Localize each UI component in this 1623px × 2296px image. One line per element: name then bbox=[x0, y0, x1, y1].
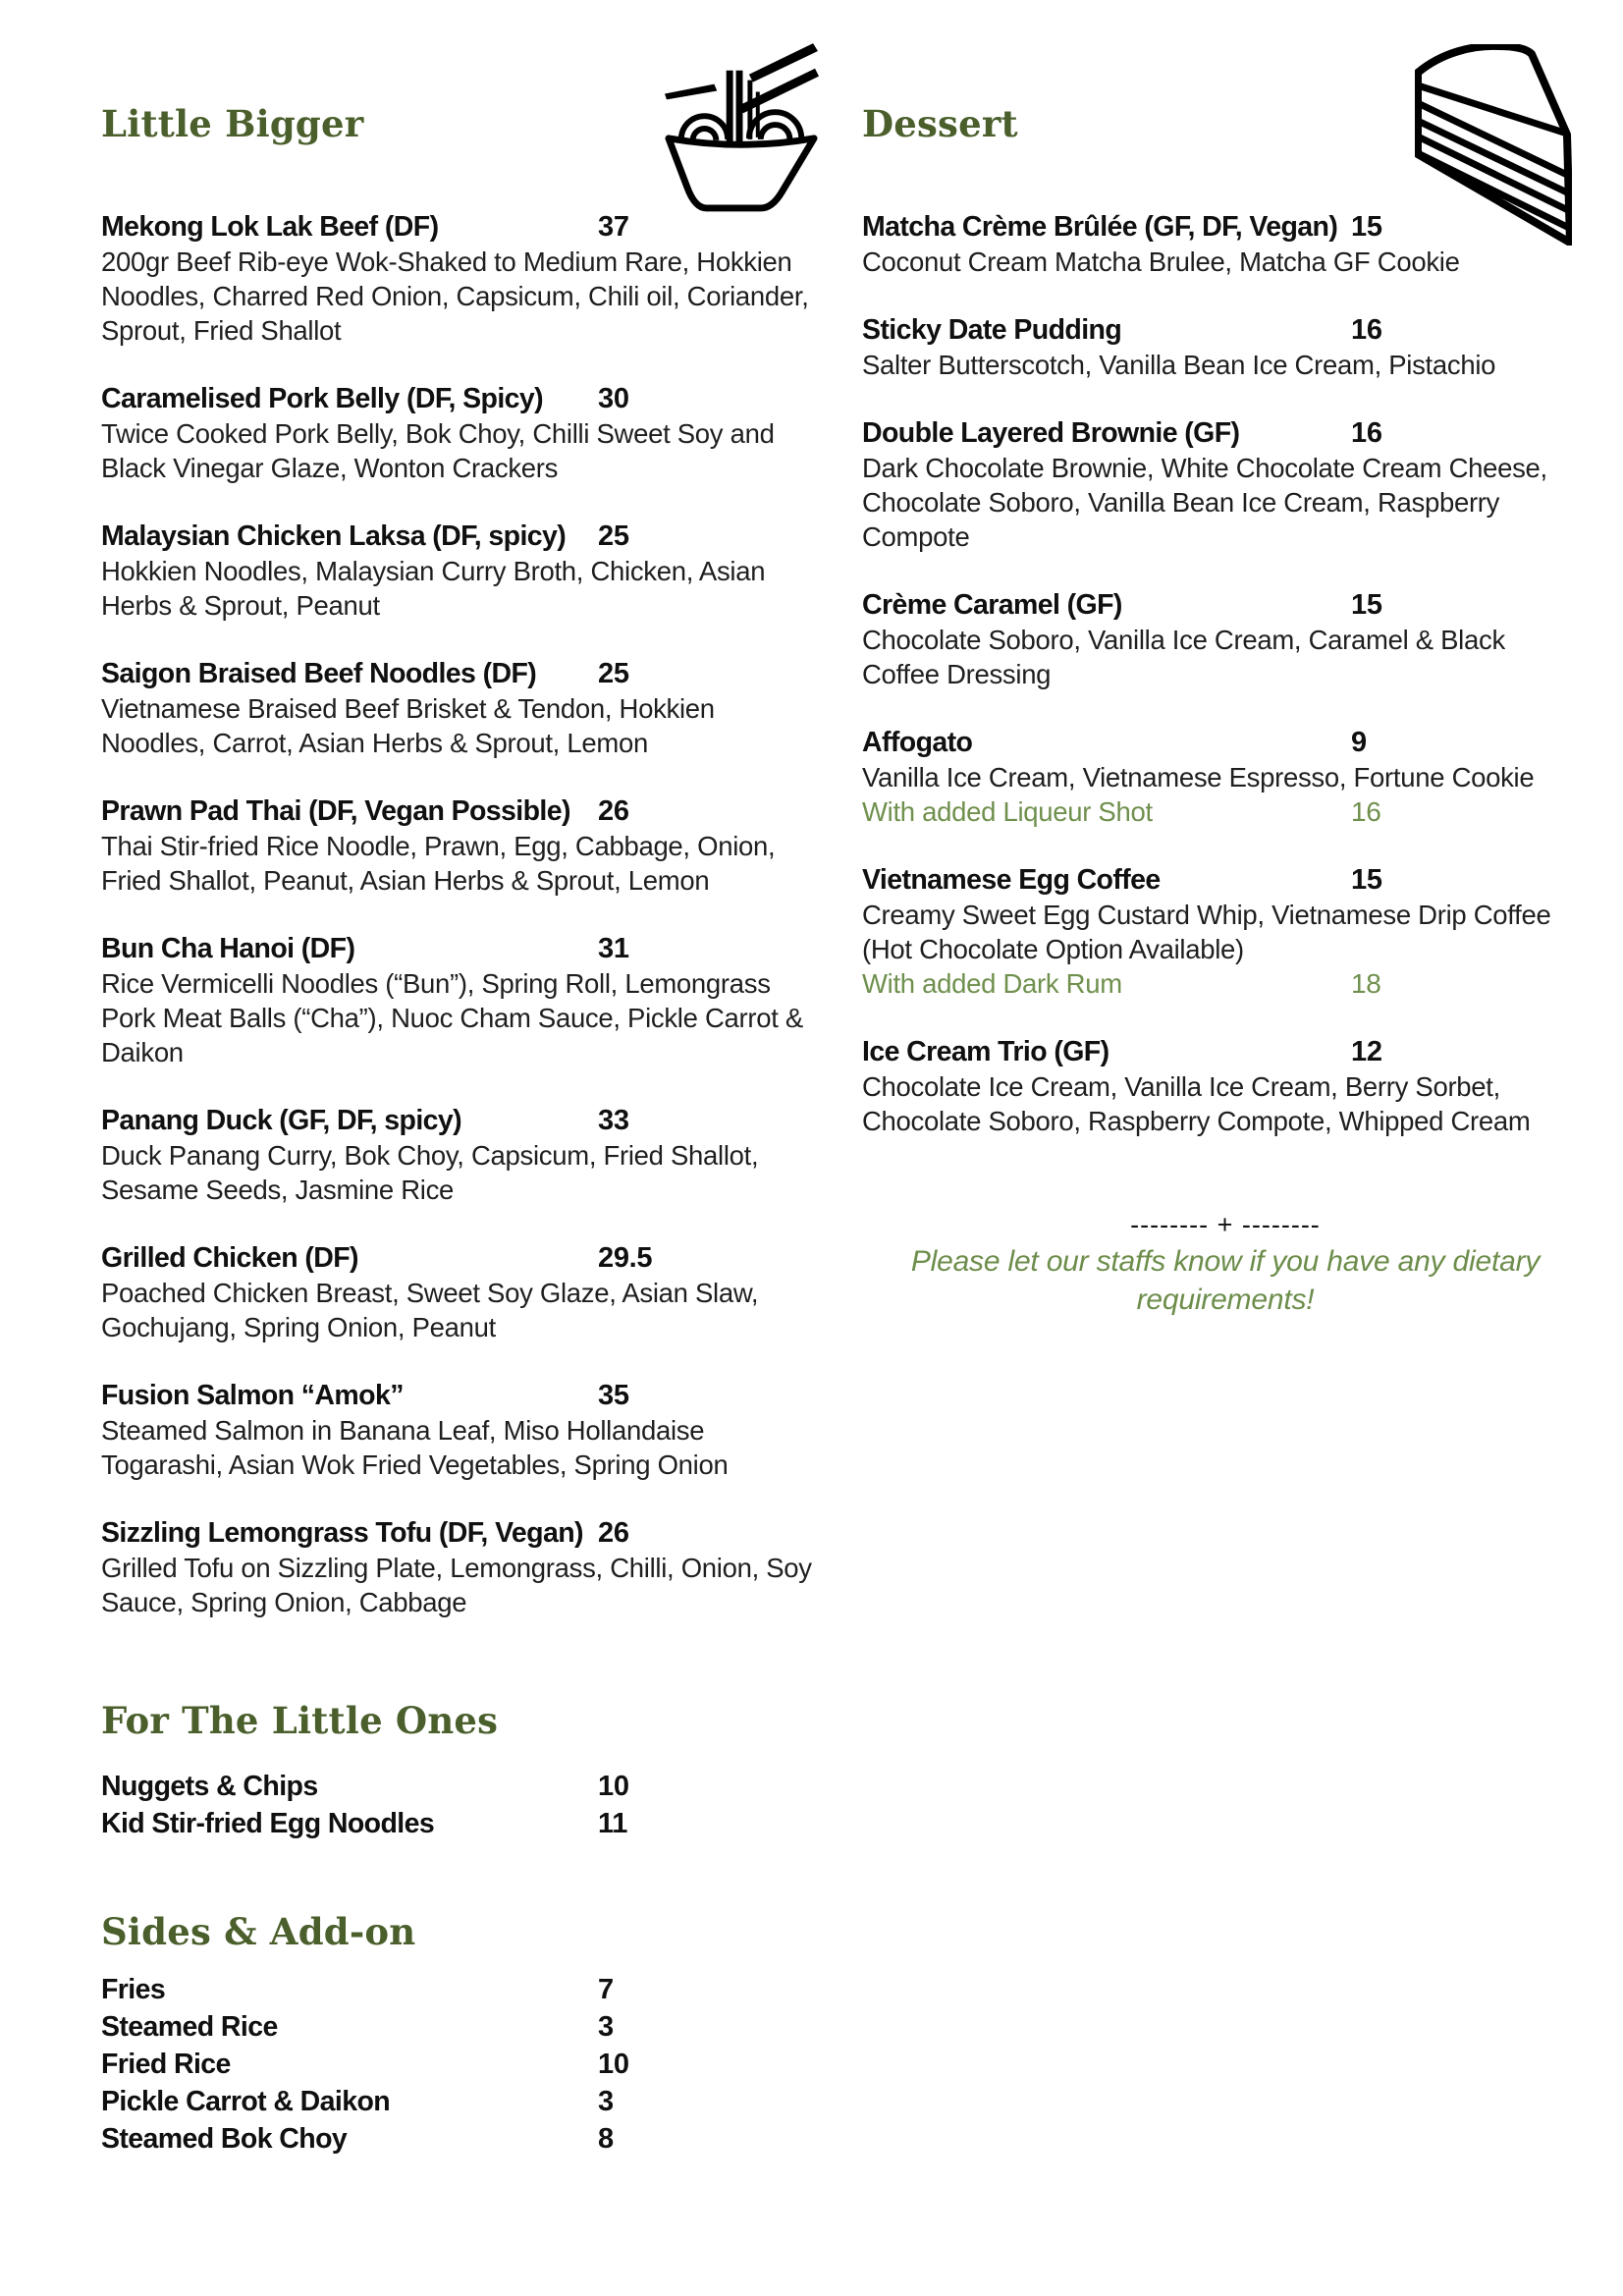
menu-item bbox=[101, 1516, 812, 1619]
item-price: 7 bbox=[598, 1974, 614, 2005]
section-title-little-bigger: Little Bigger bbox=[101, 102, 364, 145]
item-price: 26 bbox=[598, 1517, 629, 1549]
sides-list bbox=[101, 1971, 793, 2158]
menu-item-row bbox=[101, 382, 793, 416]
list-item bbox=[101, 2083, 793, 2120]
item-desc-line: Fried Shallot, Peanut, Asian Herbs & Sprout, Lemon bbox=[101, 865, 710, 896]
item-option-row bbox=[862, 794, 1589, 829]
option-price: 18 bbox=[1351, 968, 1381, 999]
menu-item bbox=[101, 382, 793, 485]
item-price: 11 bbox=[598, 1808, 628, 1839]
menu-item-row bbox=[101, 1241, 793, 1276]
list-item bbox=[101, 1971, 793, 2008]
item-name: Nuggets & Chips bbox=[101, 1771, 318, 1802]
menu-item-row bbox=[862, 313, 1589, 348]
item-price: 10 bbox=[598, 2049, 629, 2080]
dietary-note-line: Please let our staffs know if you have any dietary bbox=[910, 1245, 1541, 1278]
item-desc-line: Thai Stir-fried Rice Noodle, Prawn, Egg, Cabbage, Onion, bbox=[101, 831, 776, 861]
item-desc-line: Hokkien Noodles, Malaysian Curry Broth, Chicken, Asian bbox=[101, 556, 766, 586]
item-desc-line: Twice Cooked Pork Belly, Bok Choy, Chilli Sweet Soy and bbox=[101, 418, 775, 449]
little-bigger-list bbox=[101, 210, 812, 1619]
item-name: Kid Stir-fried Egg Noodles bbox=[101, 1808, 435, 1839]
dessert-list bbox=[862, 210, 1589, 1138]
item-desc-line: Gochujang, Spring Onion, Peanut bbox=[101, 1312, 496, 1342]
item-desc-line: Noodles, Charred Red Onion, Capsicum, Chili oil, Coriander, bbox=[101, 281, 809, 311]
item-price: 30 bbox=[598, 383, 629, 414]
menu-item bbox=[862, 726, 1589, 829]
section-title-little-ones: For The Little Ones bbox=[101, 1699, 499, 1742]
menu-item bbox=[101, 657, 793, 760]
item-price: 29.5 bbox=[598, 1242, 653, 1274]
item-desc-line: Black Vinegar Glaze, Wonton Crackers bbox=[101, 453, 559, 483]
item-name: Fusion Salmon “Amok” bbox=[101, 1380, 404, 1411]
item-price: 35 bbox=[598, 1380, 629, 1411]
menu-item bbox=[101, 519, 793, 623]
item-name: Grilled Chicken (DF) bbox=[101, 1242, 358, 1274]
item-desc-line: Herbs & Sprout, Peanut bbox=[101, 590, 380, 621]
item-option-row bbox=[862, 966, 1589, 1001]
item-name: Double Layered Brownie (GF) bbox=[862, 417, 1240, 449]
item-desc-line: Duck Panang Curry, Bok Choy, Capsicum, Fried Shallot, bbox=[101, 1140, 759, 1171]
item-desc-line: Grilled Tofu on Sizzling Plate, Lemongrass, Chilli, Onion, Soy bbox=[101, 1553, 812, 1583]
section-title-dessert: Dessert bbox=[862, 102, 1018, 145]
menu-item-row bbox=[101, 1516, 793, 1551]
item-desc-line: Rice Vermicelli Noodles (“Bun”), Spring Roll, Lemongrass bbox=[101, 968, 771, 999]
item-name: Crème Caramel (GF) bbox=[862, 589, 1122, 621]
menu-item bbox=[101, 1379, 793, 1482]
item-desc-line: Sauce, Spring Onion, Cabbage bbox=[101, 1587, 467, 1617]
menu-item-row bbox=[101, 932, 793, 966]
menu-item-row bbox=[862, 726, 1589, 760]
menu-item-row bbox=[862, 210, 1589, 245]
item-desc-line: Dark Chocolate Brownie, White Chocolate Cream Cheese, bbox=[862, 453, 1547, 483]
dessert-column bbox=[862, 101, 1589, 1319]
option-label: With added Dark Rum bbox=[862, 968, 1122, 999]
item-price: 26 bbox=[598, 795, 629, 827]
menu-item bbox=[101, 794, 793, 898]
menu-item-row bbox=[862, 863, 1589, 898]
item-desc-line: Chocolate Ice Cream, Vanilla Ice Cream, Berry Sorbet, bbox=[862, 1071, 1500, 1102]
menu-item-row bbox=[101, 210, 793, 245]
item-name: Caramelised Pork Belly (DF, Spicy) bbox=[101, 383, 544, 414]
menu-item bbox=[101, 932, 803, 1069]
menu-item bbox=[101, 210, 809, 348]
item-price: 10 bbox=[598, 1771, 629, 1802]
item-price: 8 bbox=[598, 2123, 614, 2155]
menu-item-row bbox=[101, 794, 793, 829]
menu-item bbox=[862, 210, 1589, 279]
item-name: Matcha Crème Brûlée (GF, DF, Vegan) bbox=[862, 211, 1338, 243]
item-name: Fried Rice bbox=[101, 2049, 231, 2080]
menu-item-row bbox=[862, 588, 1589, 623]
item-desc-line: Daikon bbox=[101, 1037, 184, 1067]
menu-item-row bbox=[101, 519, 793, 554]
item-name: Vietnamese Egg Coffee bbox=[862, 864, 1161, 896]
menu-item bbox=[862, 863, 1589, 1001]
item-desc-line: Steamed Salmon in Banana Leaf, Miso Hollandaise bbox=[101, 1415, 705, 1446]
item-desc-line: Pork Meat Balls (“Cha”), Nuoc Cham Sauce, Pickle Carrot & bbox=[101, 1003, 803, 1033]
item-desc-line: Sesame Seeds, Jasmine Rice bbox=[101, 1175, 455, 1205]
option-label: With added Liqueur Shot bbox=[862, 796, 1153, 827]
item-price: 3 bbox=[598, 2086, 614, 2117]
item-name: Fries bbox=[101, 1974, 166, 2005]
main-column bbox=[101, 101, 812, 2158]
item-name: Bun Cha Hanoi (DF) bbox=[101, 933, 355, 964]
section-title-sides: Sides & Add-on bbox=[101, 1910, 416, 1953]
menu-item bbox=[101, 1241, 793, 1344]
item-name: Mekong Lok Lak Beef (DF) bbox=[101, 211, 439, 243]
item-price: 12 bbox=[1351, 1036, 1382, 1067]
menu-item-row bbox=[101, 1104, 793, 1138]
item-price: 15 bbox=[1351, 589, 1382, 621]
item-price: 3 bbox=[598, 2011, 614, 2043]
menu-item bbox=[862, 1035, 1589, 1138]
item-name: Ice Cream Trio (GF) bbox=[862, 1036, 1109, 1067]
menu-item bbox=[862, 416, 1589, 554]
item-price: 25 bbox=[598, 658, 629, 689]
item-name: Panang Duck (GF, DF, spicy) bbox=[101, 1105, 462, 1136]
item-desc-line: 200gr Beef Rib-eye Wok-Shaked to Medium Rare, Hokkien bbox=[101, 246, 792, 277]
item-desc-line: Chocolate Soboro, Vanilla Ice Cream, Caramel & Black bbox=[862, 625, 1505, 655]
item-desc-line: Coconut Cream Matcha Brulee, Matcha GF Cookie bbox=[862, 246, 1460, 277]
item-price: 16 bbox=[1351, 417, 1382, 449]
menu-item-row bbox=[101, 657, 793, 691]
item-price: 25 bbox=[598, 520, 629, 552]
item-name: Sizzling Lemongrass Tofu (DF, Vegan) bbox=[101, 1517, 583, 1549]
item-price: 33 bbox=[598, 1105, 629, 1136]
menu-item bbox=[101, 1104, 793, 1207]
menu-item-row bbox=[862, 416, 1589, 451]
item-desc-line: Creamy Sweet Egg Custard Whip, Vietnamese Drip Coffee bbox=[862, 900, 1551, 930]
item-desc-line: Compote bbox=[862, 521, 970, 552]
item-name: Steamed Bok Choy bbox=[101, 2123, 348, 2155]
item-price: 9 bbox=[1351, 727, 1367, 758]
item-desc-line: (Hot Chocolate Option Available) bbox=[862, 934, 1244, 964]
item-name: Steamed Rice bbox=[101, 2011, 278, 2043]
item-desc-line: Chocolate Soboro, Vanilla Bean Ice Cream, Raspberry bbox=[862, 487, 1500, 518]
item-name: Malaysian Chicken Laksa (DF, spicy) bbox=[101, 520, 567, 552]
item-desc-line: Poached Chicken Breast, Sweet Soy Glaze, Asian Slaw, bbox=[101, 1278, 759, 1308]
little-ones-list bbox=[101, 1768, 793, 1842]
item-name: Pickle Carrot & Daikon bbox=[101, 2086, 391, 2117]
item-name: Saigon Braised Beef Noodles (DF) bbox=[101, 658, 537, 689]
list-item bbox=[101, 2120, 793, 2158]
menu-item-row bbox=[862, 1035, 1589, 1069]
item-desc-line: Vietnamese Braised Beef Brisket & Tendon, Hokkien bbox=[101, 693, 715, 724]
item-price: 15 bbox=[1351, 864, 1382, 896]
item-desc-line: Salter Butterscotch, Vanilla Bean Ice Cream, Pistachio bbox=[862, 350, 1496, 380]
item-desc-line: Togarashi, Asian Wok Fried Vegetables, Spring Onion bbox=[101, 1449, 729, 1480]
item-name: Sticky Date Pudding bbox=[862, 314, 1122, 346]
item-desc-line: Chocolate Soboro, Raspberry Compote, Whipped Cream bbox=[862, 1106, 1531, 1136]
list-item bbox=[101, 2046, 793, 2083]
item-name: Prawn Pad Thai (DF, Vegan Possible) bbox=[101, 795, 570, 827]
item-desc-line: Vanilla Ice Cream, Vietnamese Espresso, Fortune Cookie bbox=[862, 762, 1535, 793]
item-name: Affogato bbox=[862, 727, 973, 758]
menu-item-row bbox=[101, 1379, 793, 1413]
item-price: 37 bbox=[598, 211, 629, 243]
list-item bbox=[101, 2008, 793, 2046]
note-divider: -------- + -------- bbox=[1130, 1210, 1321, 1239]
dietary-note bbox=[862, 1207, 1589, 1319]
item-desc-line: Sprout, Fried Shallot bbox=[101, 315, 342, 346]
menu-item bbox=[862, 313, 1589, 382]
item-desc-line: Coffee Dressing bbox=[862, 659, 1052, 689]
dietary-note-line: requirements! bbox=[1136, 1284, 1315, 1316]
list-item bbox=[101, 1768, 793, 1805]
item-price: 15 bbox=[1351, 211, 1382, 243]
menu-item bbox=[862, 588, 1589, 691]
item-price: 31 bbox=[598, 933, 629, 964]
item-price: 16 bbox=[1351, 314, 1382, 346]
list-item bbox=[101, 1805, 793, 1842]
item-desc-line: Noodles, Carrot, Asian Herbs & Sprout, Lemon bbox=[101, 728, 648, 758]
option-price: 16 bbox=[1351, 796, 1381, 827]
